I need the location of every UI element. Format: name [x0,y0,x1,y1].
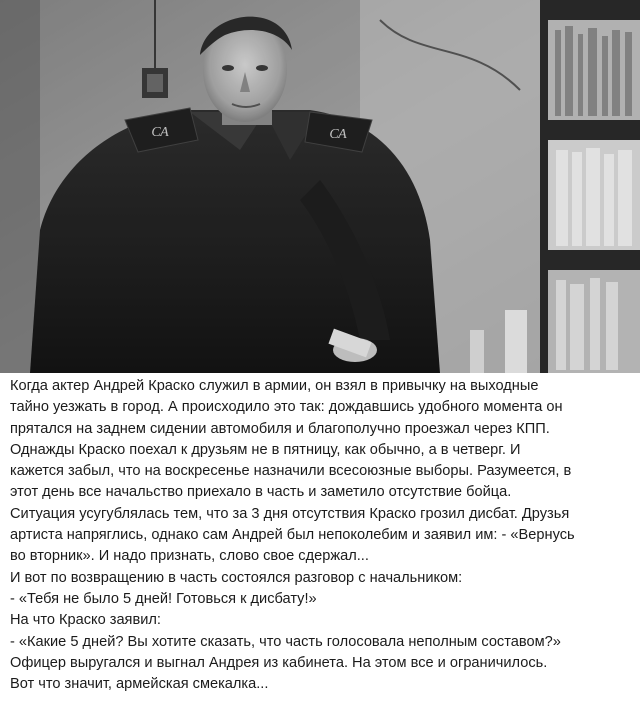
story-line: Однажды Краско поехал к друзьям не в пятницу, как обычно, а в четверг. И [10,441,521,458]
story-line: - «Тебя не было 5 дней! Готовься к дисбату!» [10,590,317,607]
story-line: Когда актер Андрей Краско служил в армии, он взял в привычку на выходные [10,378,539,394]
story-line: Офицер выругался и выгнал Андрея из кабинета. На этом все и ограничилось. [10,654,548,671]
story-line: артиста напряглись, однако сам Андрей был непоколебим и заявил им: - «Вернусь [10,527,575,544]
story-line: этот день все начальство приехало в часть и заметило отсутствие бойца. [10,484,512,501]
shoulder-mark-right: СА [329,127,347,142]
story-line: - «Какие 5 дней? Вы хотите сказать, что часть голосовала неполным составом?» [10,633,561,650]
story-line: Ситуация усугублялась тем, что за 3 дня отсутствия Краско грозил дисбат. Друзья [10,505,570,522]
story-line: тайно уезжать в город. А происходило это так: дождавшись удобного момента он [10,399,563,416]
story-line: во вторник». И надо признать, слово свое сдержал... [10,548,369,565]
story-text [10,376,632,695]
story-line: И вот по возвращению в часть состоялся разговор с начальником: [10,569,463,586]
story-line: На что Краско заявил: [10,612,161,629]
story-line: прятался на заднем сидении автомобиля и благополучно проезжал через КПП. [10,420,550,437]
story-line: кажется забыл, что на воскресенье назначили всесоюзные выборы. Разумеется, в [10,463,572,480]
story-line: Вот что значит, армейская смекалка... [10,676,269,693]
shoulder-mark-left: СА [151,125,169,140]
